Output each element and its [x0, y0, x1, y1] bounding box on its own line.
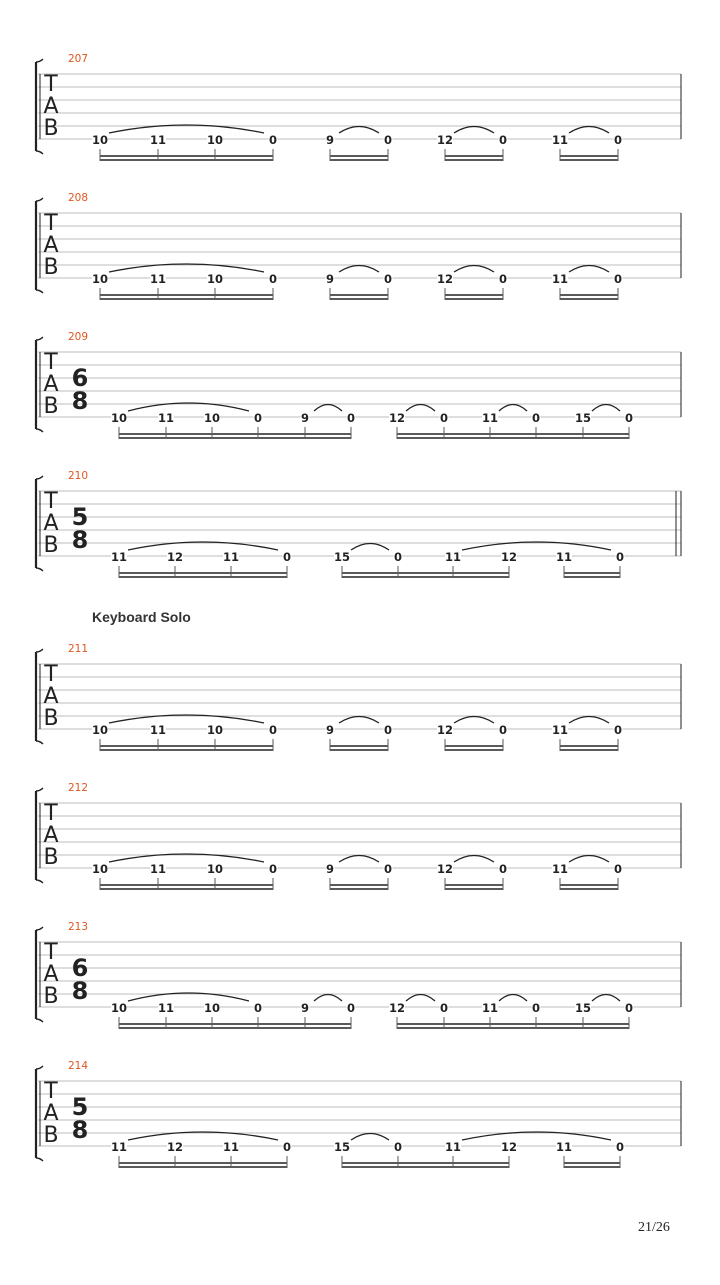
fret-number: 11 [551, 133, 569, 147]
fret-number: 9 [325, 133, 335, 147]
fret-number: 0 [383, 133, 393, 147]
fret-number: 12 [436, 133, 454, 147]
time-signature-denominator: 8 [71, 526, 89, 554]
fret-number: 10 [110, 411, 128, 425]
time-signature-denominator: 8 [71, 387, 89, 415]
fret-number: 0 [253, 1001, 263, 1015]
slur [454, 266, 494, 273]
fret-number: 0 [383, 862, 393, 876]
tab-clef-letter-t: T [44, 350, 58, 375]
slur [569, 856, 609, 863]
page-number: 21/26 [638, 1220, 670, 1235]
staff-system-212 [36, 782, 681, 890]
time-signature [72, 364, 89, 415]
bracket-top-hook [36, 198, 43, 201]
note-group [389, 411, 634, 439]
fret-number: 0 [439, 1001, 449, 1015]
note-group [111, 550, 292, 578]
fret-number: 11 [149, 862, 167, 876]
note-group [111, 1001, 356, 1029]
time-signature-numerator: 6 [71, 954, 89, 982]
fret-number: 0 [346, 1001, 356, 1015]
bracket-bottom-hook [36, 1158, 43, 1161]
fret-number: 9 [325, 272, 335, 286]
fret-number: 12 [500, 550, 518, 564]
fret-number: 12 [388, 411, 406, 425]
tab-clef-letter-a: A [43, 372, 59, 397]
fret-number: 9 [300, 1001, 310, 1015]
tab-clef-letter-a: A [43, 511, 59, 536]
fret-number: 0 [268, 862, 278, 876]
tab-clef-letter-t: T [44, 662, 58, 687]
bracket-bottom-hook [36, 880, 43, 883]
note-group [552, 723, 623, 751]
fret-number: 10 [91, 862, 109, 876]
fret-number: 12 [436, 723, 454, 737]
fret-number: 0 [531, 411, 541, 425]
slur [314, 995, 342, 1002]
bracket-bottom-hook [36, 290, 43, 293]
bracket-bottom-hook [36, 151, 43, 154]
measure-number: 213 [68, 921, 89, 933]
note-group [92, 862, 278, 890]
fret-number: 10 [206, 723, 224, 737]
fret-number: 0 [615, 550, 625, 564]
tab-clef-letter-a: A [43, 962, 59, 987]
fret-number: 11 [551, 723, 569, 737]
bracket-top-hook [36, 1066, 43, 1069]
tab-clef-letter-t: T [44, 489, 58, 514]
fret-number: 11 [444, 550, 462, 564]
slur [314, 405, 342, 412]
bracket-top-hook [36, 788, 43, 791]
slur [406, 995, 435, 1002]
fret-number: 11 [149, 133, 167, 147]
fret-number: 9 [325, 862, 335, 876]
fret-number: 9 [325, 723, 335, 737]
fret-number: 10 [91, 133, 109, 147]
fret-number: 11 [110, 550, 128, 564]
slur [351, 544, 389, 551]
fret-number: 12 [166, 1140, 184, 1154]
fret-number: 0 [498, 272, 508, 286]
tab-clef-letter-b: B [43, 533, 59, 558]
fret-number: 11 [110, 1140, 128, 1154]
note-group [326, 272, 393, 300]
note-group [556, 550, 625, 578]
tab-clef-letter-t: T [44, 211, 58, 236]
slur [569, 266, 609, 273]
note-group [334, 1140, 517, 1168]
fret-number: 10 [206, 862, 224, 876]
time-signature-numerator: 5 [71, 503, 89, 531]
fret-number: 0 [615, 1140, 625, 1154]
tab-clef-letter-b: B [43, 255, 59, 280]
fret-number: 0 [383, 272, 393, 286]
bracket-top-hook [36, 337, 43, 340]
note-group [326, 862, 393, 890]
staff-system-214 [36, 1060, 681, 1168]
time-signature-denominator: 8 [71, 977, 89, 1005]
fret-number: 15 [574, 1001, 592, 1015]
note-group [437, 133, 508, 161]
fret-number: 15 [333, 1140, 351, 1154]
note-group [437, 272, 508, 300]
fret-number: 0 [531, 1001, 541, 1015]
slur [454, 127, 494, 134]
fret-number: 11 [555, 550, 573, 564]
tab-clef-letter-b: B [43, 984, 59, 1009]
fret-number: 0 [346, 411, 356, 425]
staff-system-211 [36, 643, 681, 751]
staff-system-213 [36, 921, 681, 1029]
fret-number: 11 [222, 1140, 240, 1154]
time-signature-numerator: 6 [71, 364, 89, 392]
note-group [437, 723, 508, 751]
fret-number: 11 [555, 1140, 573, 1154]
fret-number: 0 [393, 1140, 403, 1154]
measure-number: 208 [68, 192, 89, 204]
bracket-bottom-hook [36, 741, 43, 744]
bracket-top-hook [36, 927, 43, 930]
measure-number: 212 [68, 782, 89, 794]
measure-number: 214 [68, 1060, 89, 1072]
tab-clef-letter-b: B [43, 845, 59, 870]
bracket-bottom-hook [36, 568, 43, 571]
tab-clef-letter-b: B [43, 706, 59, 731]
note-group [552, 133, 623, 161]
staff-system-210 [36, 470, 681, 578]
fret-number: 11 [481, 411, 499, 425]
fret-number: 12 [388, 1001, 406, 1015]
staff-system-209 [36, 331, 681, 439]
time-signature-numerator: 5 [71, 1093, 89, 1121]
fret-number: 0 [613, 272, 623, 286]
fret-number: 15 [333, 550, 351, 564]
fret-number: 12 [436, 862, 454, 876]
tab-clef-letter-t: T [44, 801, 58, 826]
slur [592, 405, 620, 412]
fret-number: 0 [268, 272, 278, 286]
tab-clef-letter-b: B [43, 1123, 59, 1148]
slur [454, 717, 494, 724]
slur [499, 995, 527, 1002]
fret-number: 9 [300, 411, 310, 425]
staff-system-207 [36, 53, 681, 161]
slur [351, 1134, 389, 1141]
measure-number: 207 [68, 53, 89, 65]
fret-number: 10 [203, 411, 221, 425]
note-group [111, 411, 356, 439]
slur [569, 127, 609, 134]
fret-number: 11 [157, 1001, 175, 1015]
slur [339, 127, 379, 134]
note-group [437, 862, 508, 890]
note-group [111, 1140, 292, 1168]
fret-number: 10 [91, 272, 109, 286]
fret-number: 15 [574, 411, 592, 425]
fret-number: 12 [166, 550, 184, 564]
bracket-bottom-hook [36, 429, 43, 432]
note-group [326, 133, 393, 161]
fret-number: 10 [110, 1001, 128, 1015]
tab-clef-letter-b: B [43, 394, 59, 419]
fret-number: 0 [613, 862, 623, 876]
slur [454, 856, 494, 863]
note-group [552, 862, 623, 890]
bracket-bottom-hook [36, 1019, 43, 1022]
fret-number: 0 [268, 723, 278, 737]
slur [569, 717, 609, 724]
fret-number: 0 [624, 411, 634, 425]
note-group [92, 133, 278, 161]
fret-number: 0 [383, 723, 393, 737]
fret-number: 0 [624, 1001, 634, 1015]
fret-number: 0 [393, 550, 403, 564]
fret-number: 0 [268, 133, 278, 147]
fret-number: 0 [498, 862, 508, 876]
fret-number: 10 [91, 723, 109, 737]
note-group [556, 1140, 625, 1168]
fret-number: 0 [613, 723, 623, 737]
fret-number: 11 [551, 862, 569, 876]
fret-number: 11 [149, 723, 167, 737]
time-signature [72, 503, 89, 554]
fret-number: 11 [481, 1001, 499, 1015]
slur [339, 856, 379, 863]
measure-number: 211 [68, 643, 89, 655]
time-signature [72, 1093, 89, 1144]
note-group [326, 723, 393, 751]
section-title: Keyboard Solo [92, 609, 191, 625]
fret-number: 11 [157, 411, 175, 425]
tab-clef-letter-b: B [43, 116, 59, 141]
tab-clef-letter-t: T [44, 72, 58, 97]
measure-number: 210 [68, 470, 89, 482]
fret-number: 10 [206, 133, 224, 147]
note-group [389, 1001, 634, 1029]
note-group [552, 272, 623, 300]
note-group [92, 723, 278, 751]
bracket-top-hook [36, 476, 43, 479]
note-group [92, 272, 278, 300]
fret-number: 0 [498, 133, 508, 147]
tab-clef-letter-a: A [43, 94, 59, 119]
slur [339, 266, 379, 273]
tab-clef-letter-a: A [43, 233, 59, 258]
tab-clef-letter-t: T [44, 1079, 58, 1104]
slur [592, 995, 620, 1002]
fret-number: 12 [500, 1140, 518, 1154]
fret-number: 11 [444, 1140, 462, 1154]
fret-number: 12 [436, 272, 454, 286]
bracket-top-hook [36, 59, 43, 62]
fret-number: 11 [222, 550, 240, 564]
fret-number: 0 [613, 133, 623, 147]
slur [499, 405, 527, 412]
fret-number: 0 [253, 411, 263, 425]
note-group [334, 550, 517, 578]
tab-clef-letter-a: A [43, 1101, 59, 1126]
fret-number: 0 [439, 411, 449, 425]
tab-clef-letter-t: T [44, 940, 58, 965]
fret-number: 11 [551, 272, 569, 286]
slur [406, 405, 435, 412]
time-signature-denominator: 8 [71, 1116, 89, 1144]
time-signature [72, 954, 89, 1005]
fret-number: 10 [203, 1001, 221, 1015]
fret-number: 10 [206, 272, 224, 286]
tab-clef-letter-a: A [43, 823, 59, 848]
bracket-top-hook [36, 649, 43, 652]
fret-number: 0 [282, 1140, 292, 1154]
measure-number: 209 [68, 331, 89, 343]
tab-clef-letter-a: A [43, 684, 59, 709]
fret-number: 0 [498, 723, 508, 737]
staff-system-208 [36, 192, 681, 300]
fret-number: 0 [282, 550, 292, 564]
fret-number: 11 [149, 272, 167, 286]
slur [339, 717, 379, 724]
